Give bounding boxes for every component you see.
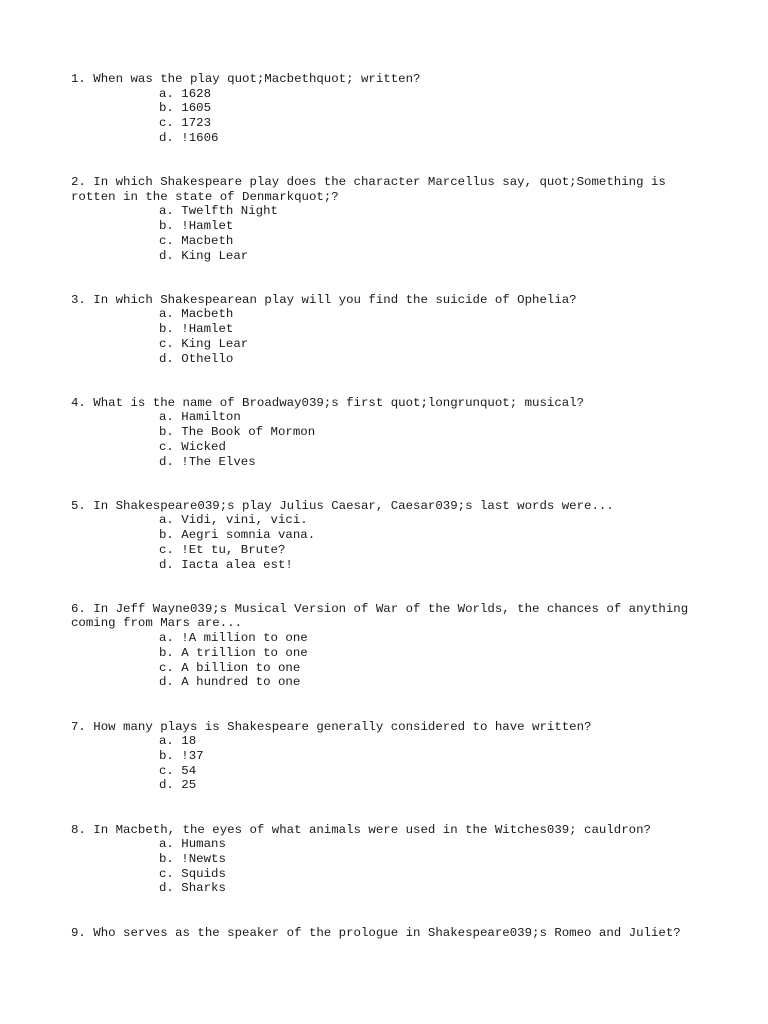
question-text: 2. In which Shakespeare play does the character Marcellus say, quot;Something is rotten in the state of Denmarkquot;? (71, 175, 674, 204)
answer-option-b: b. 1605 (159, 101, 212, 116)
quiz-document (71, 72, 711, 970)
answer-option-d: d. A hundred to one (159, 675, 301, 690)
answer-option-a: a. 18 (159, 734, 197, 749)
question-3 (71, 293, 711, 367)
answer-option-d: d. !The Elves (159, 454, 256, 469)
answer-option-b: b. A trillion to one (159, 645, 308, 660)
question-text: 5. In Shakespeare039;s play Julius Caesar, Caesar039;s last words were... (71, 498, 614, 513)
question-text: 8. In Macbeth, the eyes of what animals were used in the Witches039; cauldron? (71, 822, 651, 837)
question-8 (71, 823, 711, 897)
answer-options (71, 513, 711, 572)
answer-option-a: a. !A million to one (159, 631, 308, 646)
answer-option-a: a. Twelfth Night (159, 204, 278, 219)
question-text: 7. How many plays is Shakespeare generally considered to have written? (71, 719, 592, 734)
answer-options (71, 307, 711, 366)
answer-option-b: b. !Newts (159, 851, 226, 866)
answer-option-a: a. Hamilton (159, 410, 241, 425)
answer-option-b: b. !37 (159, 748, 204, 763)
answer-option-c: c. 54 (159, 763, 197, 778)
answer-option-c: c. A billion to one (159, 660, 301, 675)
answer-option-c: c. Wicked (159, 439, 226, 454)
answer-option-d: d. 25 (159, 778, 197, 793)
question-text: 3. In which Shakespearean play will you find the suicide of Ophelia? (71, 292, 577, 307)
question-9 (71, 926, 711, 941)
question-4 (71, 396, 711, 470)
question-text: 1. When was the play quot;Macbethquot; written? (71, 72, 421, 86)
answer-option-b: b. !Hamlet (159, 219, 234, 234)
answer-option-c: c. 1723 (159, 116, 212, 131)
answer-option-b: b. The Book of Mormon (159, 425, 316, 440)
answer-options (71, 87, 711, 146)
question-5 (71, 499, 711, 573)
question-text: 4. What is the name of Broadway039;s first quot;longrunquot; musical? (71, 395, 585, 410)
answer-option-c: c. King Lear (159, 336, 249, 351)
answer-options (71, 734, 711, 793)
answer-option-a: a. Macbeth (159, 307, 234, 322)
answer-options (71, 204, 711, 263)
answer-option-d: d. King Lear (159, 248, 249, 263)
answer-option-a: a. Humans (159, 837, 226, 852)
answer-options (71, 410, 711, 469)
answer-option-a: a. Vidi, vini, vici. (159, 513, 308, 528)
answer-option-c: c. Squids (159, 866, 226, 881)
answer-option-d: d. Iacta alea est! (159, 557, 293, 572)
answer-option-c: c. Macbeth (159, 233, 234, 248)
answer-option-d: d. Sharks (159, 881, 226, 896)
answer-options (71, 837, 711, 896)
question-1 (71, 72, 711, 146)
question-text: 6. In Jeff Wayne039;s Musical Version of War of the Worlds, the chances of anything coming from Mars are... (71, 601, 696, 631)
answer-option-a: a. 1628 (159, 86, 212, 101)
question-text: 9. Who serves as the speaker of the prologue in Shakespeare039;s Romeo and Juliet? (71, 925, 681, 940)
answer-options (71, 631, 711, 690)
answer-option-c: c. !Et tu, Brute? (159, 542, 286, 557)
answer-option-b: b. Aegri somnia vana. (159, 528, 316, 543)
answer-option-d: d. !1606 (159, 130, 219, 145)
question-7 (71, 720, 711, 794)
answer-option-b: b. !Hamlet (159, 322, 234, 337)
question-2 (71, 175, 711, 263)
question-6 (71, 602, 711, 690)
answer-option-d: d. Othello (159, 351, 234, 366)
